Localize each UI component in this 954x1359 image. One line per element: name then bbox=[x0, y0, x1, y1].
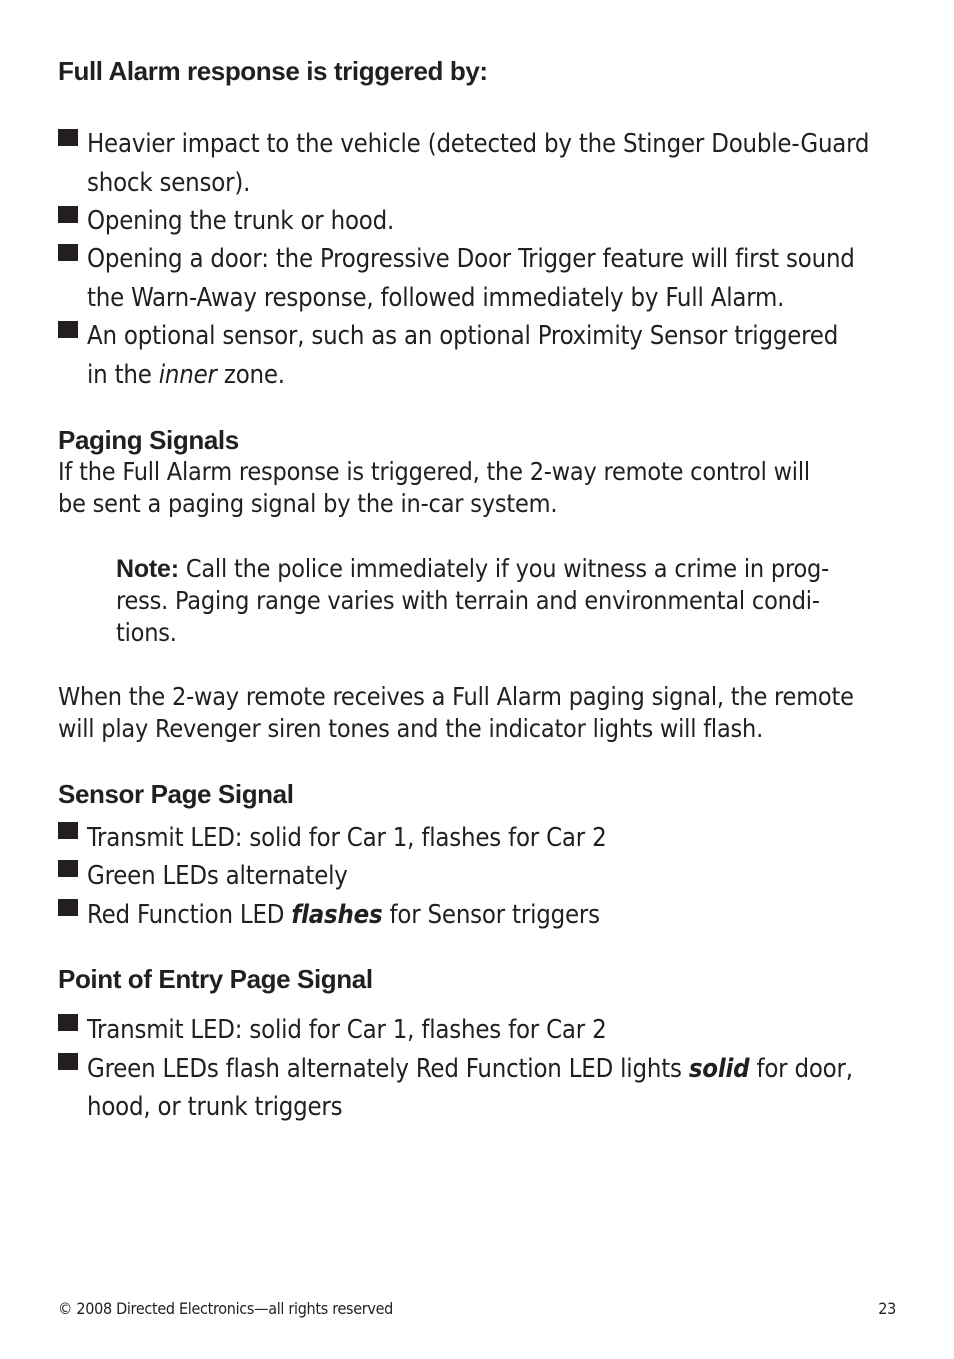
text-run: for Sensor triggers bbox=[382, 900, 600, 930]
full-alarm-item-1-line-2: shock sensor). bbox=[87, 168, 251, 198]
emphasis-solid: solid bbox=[688, 1054, 750, 1084]
emphasis-flashes: flashes bbox=[291, 900, 383, 930]
remote-para-line-2: will play Revenger siren tones and the indicator lights will flash. bbox=[58, 714, 764, 743]
bullet-icon bbox=[58, 899, 78, 916]
full-alarm-item-3-line-1: Opening a door: the Progressive Door Trigger feature will first sound bbox=[87, 244, 855, 274]
paging-para-line-2: be sent a paging signal by the in-car system. bbox=[58, 489, 558, 518]
note-label: Note: bbox=[116, 555, 179, 583]
poe-item-1: Transmit LED: solid for Car 1, flashes for Car 2 bbox=[87, 1015, 607, 1045]
emphasis-inner: inner bbox=[158, 360, 217, 390]
sensor-item-2: Green LEDs alternately bbox=[87, 861, 348, 891]
text-run: for door, bbox=[749, 1054, 853, 1084]
poe-item-2-line-1 bbox=[87, 1054, 853, 1084]
bullet-icon bbox=[58, 1053, 78, 1070]
bullet-icon bbox=[58, 206, 78, 223]
copyright-footer: © 2008 Directed Electronics—all rights reserved bbox=[58, 1299, 394, 1318]
bullet-icon bbox=[58, 860, 78, 877]
note-line-2: ress. Paging range varies with terrain and environmental condi- bbox=[116, 586, 820, 615]
bullet-icon bbox=[58, 1014, 78, 1031]
bullet-icon bbox=[58, 822, 78, 839]
bullet-icon bbox=[58, 321, 78, 338]
text-run: Red Function LED bbox=[87, 900, 292, 930]
full-alarm-item-4-line-1: An optional sensor, such as an optional Proximity Sensor triggered bbox=[87, 321, 839, 351]
sensor-page-heading: Sensor Page Signal bbox=[58, 779, 294, 809]
note-text: Call the police immediately if you witness a crime in prog- bbox=[178, 554, 830, 583]
text-run: in the bbox=[87, 360, 159, 390]
text-run: zone. bbox=[216, 360, 285, 390]
bullet-icon bbox=[58, 244, 78, 261]
sensor-item-1: Transmit LED: solid for Car 1, flashes for Car 2 bbox=[87, 823, 607, 853]
full-alarm-item-4-line-2 bbox=[87, 360, 285, 390]
paging-signals-heading: Paging Signals bbox=[58, 425, 239, 455]
text-run: Green LEDs flash alternately Red Function LED lights bbox=[87, 1054, 689, 1084]
full-alarm-item-1-line-1: Heavier impact to the vehicle (detected by the Stinger Double-Guard bbox=[87, 129, 870, 159]
page-number: 23 bbox=[878, 1299, 896, 1318]
paging-para-line-1: If the Full Alarm response is triggered, the 2-way remote control will bbox=[58, 457, 810, 486]
note-line-1 bbox=[116, 554, 829, 584]
note-line-3: tions. bbox=[116, 618, 177, 647]
sensor-item-3 bbox=[87, 900, 600, 930]
poe-item-2-line-2: hood, or trunk triggers bbox=[87, 1092, 343, 1122]
full-alarm-heading: Full Alarm response is triggered by: bbox=[58, 56, 488, 86]
full-alarm-item-2: Opening the trunk or hood. bbox=[87, 206, 395, 236]
remote-para-line-1: When the 2-way remote receives a Full Alarm paging signal, the remote bbox=[58, 682, 854, 711]
full-alarm-item-3-line-2: the Warn-Away response, followed immediately by Full Alarm. bbox=[87, 283, 785, 313]
bullet-icon bbox=[58, 129, 78, 146]
poe-page-heading: Point of Entry Page Signal bbox=[58, 964, 373, 994]
